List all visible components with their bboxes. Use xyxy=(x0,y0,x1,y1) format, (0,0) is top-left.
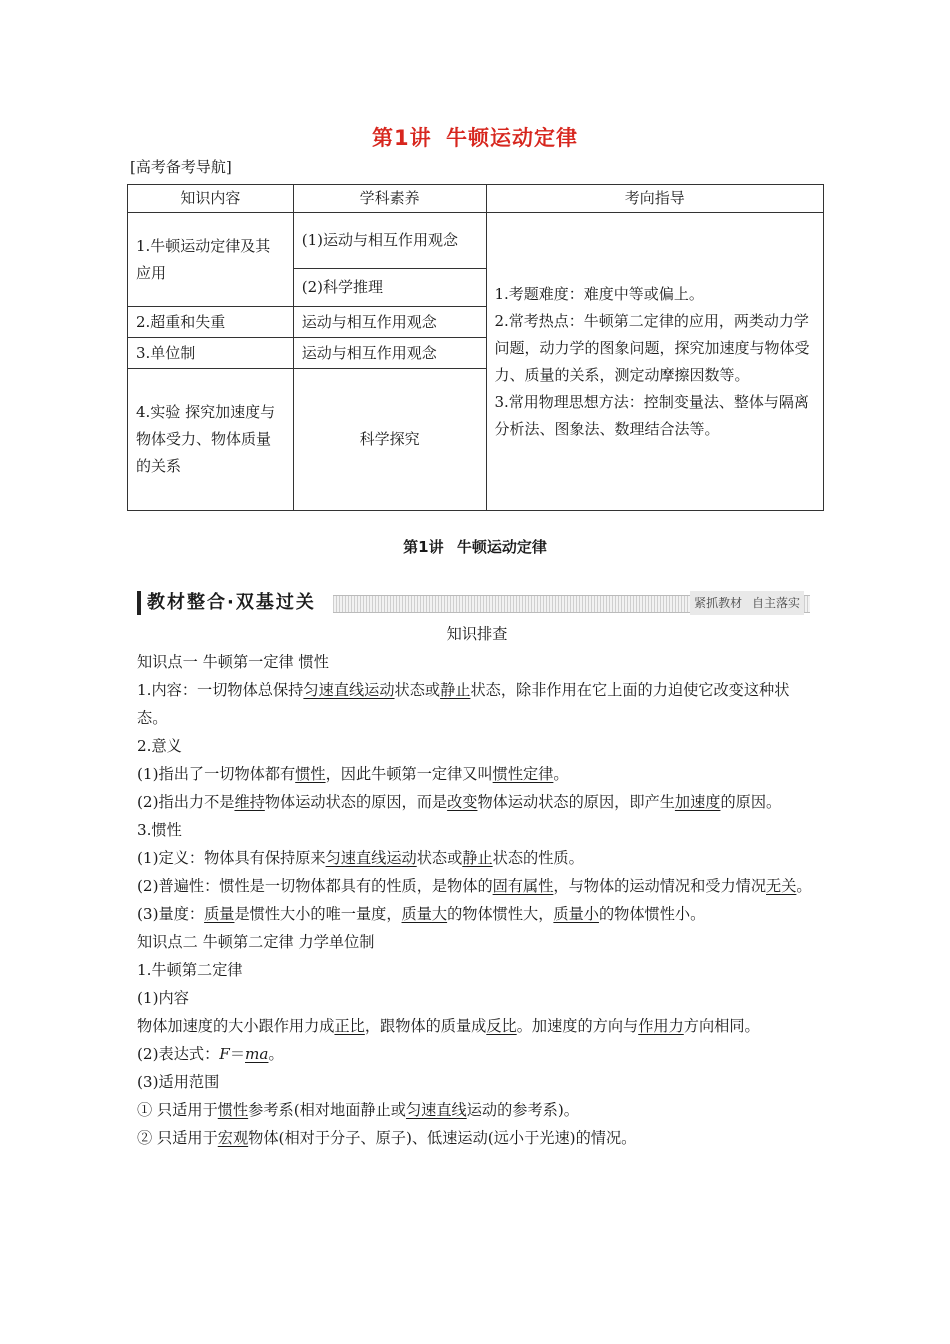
k1-inertia-1: (1)定义：物体具有保持原来匀速直线运动状态或静止状态的性质。 xyxy=(137,849,584,867)
k2-scope-1: ① 只适用于惯性参考系(相对地面静止或匀速直线运动的参考系)。 xyxy=(137,1101,579,1119)
k2-heading: 知识点二 牛顿第二定律 力学单位制 xyxy=(137,933,375,951)
guide-label: [高考备考导航] xyxy=(130,158,232,176)
banner-slogan: 紧抓教材 自主落实 xyxy=(690,591,804,615)
guidance-item: 3.常用物理思想方法：控制变量法、整体与隔离分析法、图象法、数理结合法等。 xyxy=(494,392,809,438)
k1-inertia-title: 3.惯性 xyxy=(137,821,182,839)
row2-content: 2.超重和失重 xyxy=(128,307,294,338)
k2-scope-2: ② 只适用于宏观物体(相对于分子、原子)、低速运动(远小于光速)的情况。 xyxy=(137,1129,637,1147)
page-title: 第1讲 牛顿运动定律 xyxy=(372,126,578,150)
k2-scope-title: (3)适用范围 xyxy=(137,1073,220,1091)
k1-inertia-2: (2)普遍性：惯性是一切物体都具有的性质，是物体的固有属性，与物体的运动情况和受力情况无关。 xyxy=(137,877,812,895)
section-banner xyxy=(137,591,810,615)
row3-literacy: 运动与相互作用观念 xyxy=(293,338,486,369)
guidance-cell xyxy=(486,213,824,511)
header-guidance: 考向指导 xyxy=(486,185,824,213)
header-content: 知识内容 xyxy=(128,185,294,213)
guidance-item: 2.常考热点：牛顿第二定律的应用，两类动力学问题，动力学的图象问题，探究加速度与物体受力、质量的关系，测定动摩擦因数等。 xyxy=(494,311,810,384)
k1-heading: 知识点一 牛顿第一定律 惯性 xyxy=(137,653,329,671)
k2-expression: (2)表达式：F＝ma。 xyxy=(137,1045,284,1063)
k2-content-title: (1)内容 xyxy=(137,989,189,1007)
k1-meaning-2: (2)指出力不是维持物体运动状态的原因，而是改变物体运动状态的原因，即产生加速度的原因。 xyxy=(137,793,782,811)
k1-meaning-1: (1)指出了一切物体都有惯性，因此牛顿第一定律又叫惯性定律。 xyxy=(137,765,569,783)
row2-literacy: 运动与相互作用观念 xyxy=(293,307,486,338)
k1-inertia-3: (3)量度：质量是惯性大小的唯一量度，质量大的物体惯性大，质量小的物体惯性小。 xyxy=(137,905,706,923)
row1-content: 1.牛顿运动定律及其应用 xyxy=(128,213,294,307)
table-row xyxy=(128,213,824,269)
section-heading: 知识排查 xyxy=(446,625,508,643)
row1-literacy-1: (1)运动与相互作用观念 xyxy=(293,213,486,269)
k1-meaning-title: 2.意义 xyxy=(137,737,182,755)
guidance-item: 1.考题难度：难度中等或偏上。 xyxy=(494,284,704,303)
row1-literacy-2: (2)科学推理 xyxy=(293,269,486,307)
table-header-row xyxy=(128,185,824,213)
header-literacy: 学科素养 xyxy=(293,185,486,213)
k2-content: 物体加速度的大小跟作用力成正比，跟物体的质量成反比。加速度的方向与作用力方向相同。 xyxy=(137,1017,760,1035)
knowledge-body xyxy=(137,620,817,1152)
exam-guide-table xyxy=(127,184,824,511)
k2-law-title: 1.牛顿第二定律 xyxy=(137,961,243,979)
row4-literacy: 科学探究 xyxy=(293,369,486,511)
row4-content: 4.实验 探究加速度与物体受力、物体质量的关系 xyxy=(128,369,294,511)
banner-title: 教材整合·双基过关 xyxy=(137,591,324,615)
lecture-subtitle: 第1讲 牛顿运动定律 xyxy=(403,538,547,556)
row3-content: 3.单位制 xyxy=(128,338,294,369)
k1-content: 1.内容：一切物体总保持匀速直线运动状态或静止状态，除非作用在它上面的力迫使它改变这种状态。 xyxy=(137,681,790,727)
